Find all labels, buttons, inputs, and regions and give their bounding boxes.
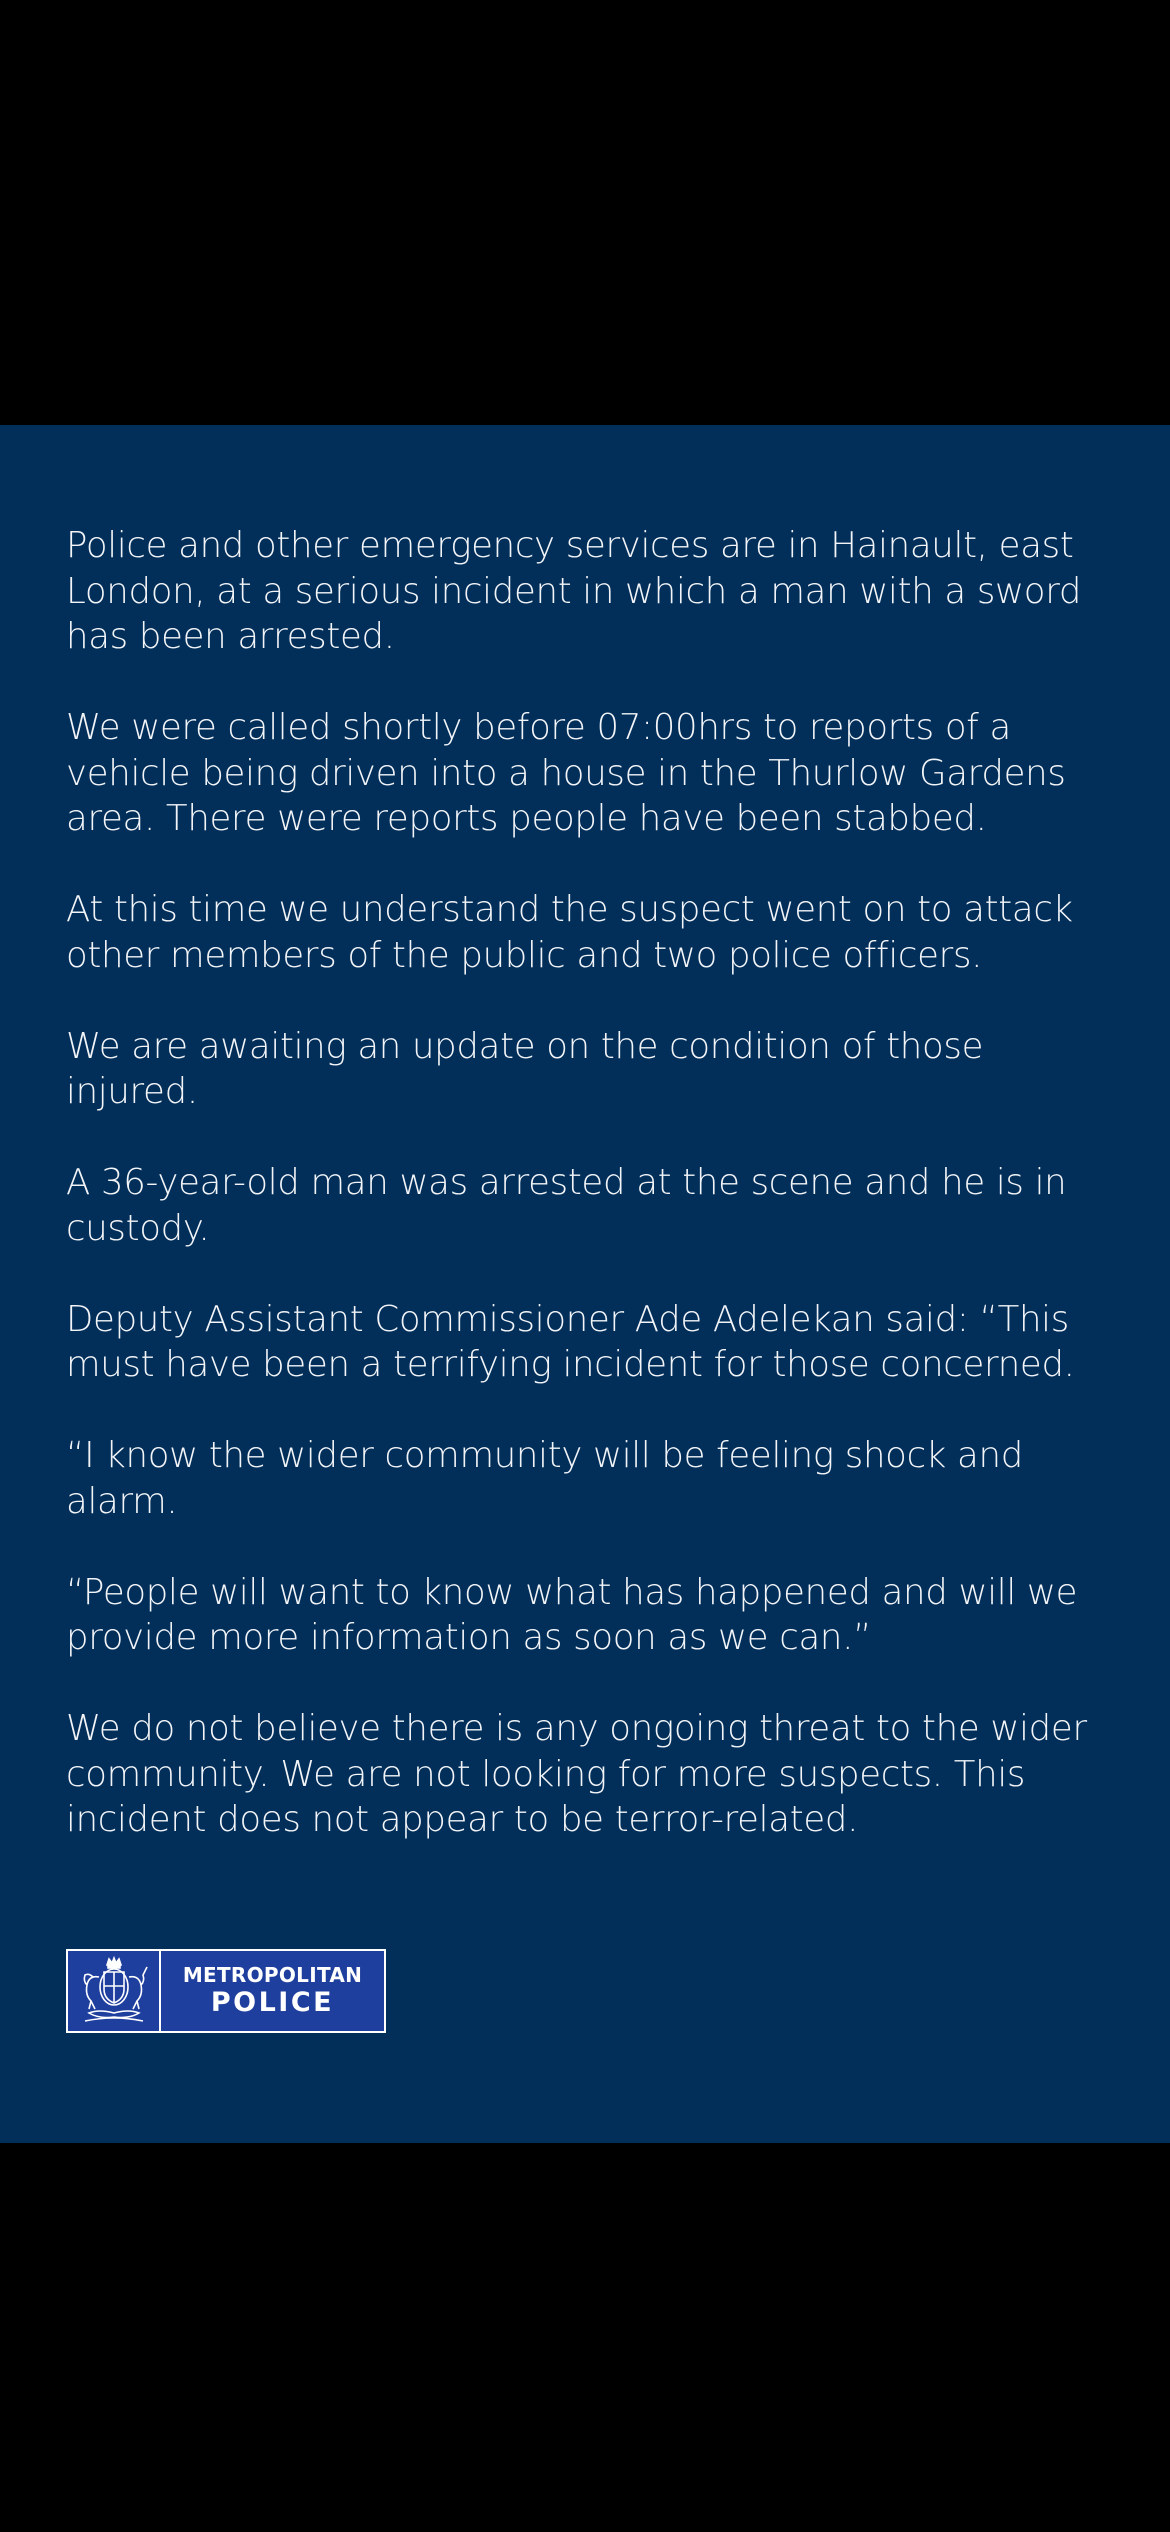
crest-graphic	[75, 1955, 153, 2027]
logo-wordmark	[161, 1951, 384, 2031]
royal-crest-icon	[68, 1951, 161, 2031]
logo-line-police: POLICE	[210, 1987, 335, 2018]
paragraph-8: “People will want to know what has happened and will we provide more information as soon as we can.”	[66, 1571, 1078, 1658]
paragraph-5: A 36-year-old man was arrested at the scene and he is in custody.	[66, 1162, 1067, 1249]
paragraph-2: We were called shortly before 07:00hrs to reports of a vehicle being driven into a house in the Thurlow Gardens area. There were reports people have been stabbed.	[66, 707, 1066, 839]
metropolitan-police-logo	[66, 1949, 386, 2033]
paragraph-3: At this time we understand the suspect went on to attack other members of the public and two police officers.	[66, 889, 1073, 976]
paragraph-4: We are awaiting an update on the condition of those injured.	[66, 1025, 984, 1112]
statement-body	[66, 523, 1146, 1888]
bottom-letterbox	[0, 2143, 1170, 2532]
paragraph-7: “I know the wider community will be feeling shock and alarm.	[66, 1435, 1023, 1522]
paragraph-9: We do not believe there is any ongoing threat to the wider community. We are not looking for more suspects. This incident does not appear to be terror-related.	[66, 1708, 1087, 1840]
paragraph-6: Deputy Assistant Commissioner Ade Adelekan said: “This must have been a terrifying incident for those concerned.	[66, 1298, 1075, 1385]
statement-panel	[0, 425, 1170, 2143]
paragraph-1: Police and other emergency services are in Hainault, east London, at a serious incident in which a man with a sword has been arrested.	[66, 525, 1082, 657]
logo-line-metropolitan: METROPOLITAN	[182, 1963, 363, 1987]
top-letterbox	[0, 0, 1170, 425]
